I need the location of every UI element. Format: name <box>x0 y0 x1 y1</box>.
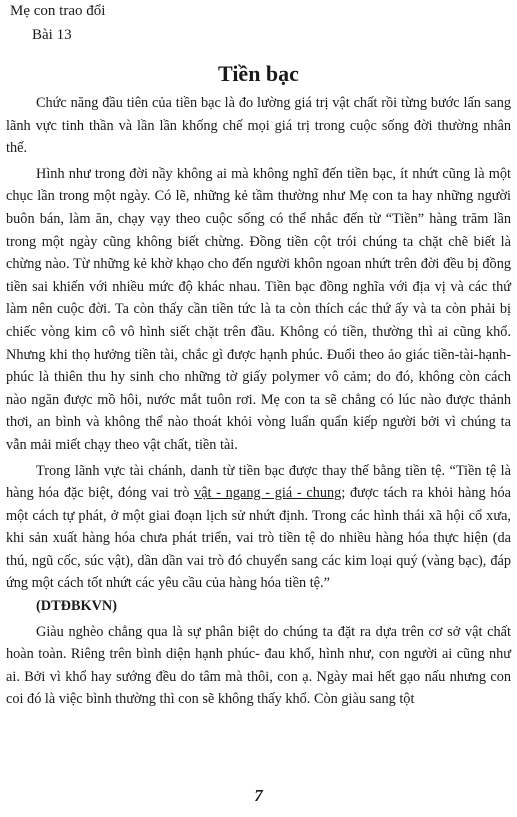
page-title: Tiền bạc <box>218 61 299 86</box>
lesson-number: Bài 13 <box>32 27 72 43</box>
quote-source: (DTĐBKVN) <box>36 598 118 615</box>
paragraph-3-text-end: ; được tách ra khỏi hàng hóa một cách tự phát, ở một giai đoạn lịch sử nhứt định. Trong các hình thái xã hội cổ xưa, khi sản xuất hàng hóa chưa phát triển, vai trò tiền tệ do nhiều hàng hóa thực hiện (da thú, ngũ cốc, súc vật), dần dần vai trò đó chuyển sang các kim loại quý (vàng bạc), đáp ứng một cách tốt nhứt các yêu cầu của hàng hóa tiền tệ.” <box>6 485 511 592</box>
series-title: Mẹ con trao đổi <box>10 3 106 19</box>
page-number: 7 <box>254 786 263 805</box>
paragraph-3 <box>6 460 511 596</box>
paragraph-1: Chức năng đầu tiên của tiền bạc là đo lường giá trị vật chất rồi từng bước lấn sang lãnh vực tinh thần và lần lần khống chế mọi giá trị trong cuộc sống đời thường nhân thế. <box>6 95 511 157</box>
body-text <box>6 92 511 714</box>
underlined-term: vật - ngang - giá - chung <box>194 485 342 502</box>
paragraph-3-text-start: Trong lãnh vực tài chánh, danh từ tiền bạc được thay thế bằng tiền tệ. “Tiền tệ là hàng hóa đặc biệt, đóng vai trò <box>6 462 511 502</box>
paragraph-2: Hình như trong đời nầy không ai mà không nghĩ đến tiền bạc, ít nhứt cũng là một chục lần trong một ngày. Có lẽ, những kẻ tầm thường như Mẹ con ta hay những người buôn bán, làm ăn, chạy vạy theo cuộc sống có thể nhắc đến từ “Tiền” hàng trăm lần trong một ngày cũng không biết chừng. Đồng tiền cột trói chúng ta chặt chẽ biết là chừng nào. Từ những kẻ khờ khạo cho đến người khôn ngoan nhứt trên đời đều bị đồng tiền sai khiến với nhiều mức độ khác nhau. Tiền bạc đồng nghĩa với địa vị và các thứ làm nên cuộc đời. Ta còn thấy cần tiền tức là ta còn thích các thứ ấy và ta còn phải bị chiếc vòng kim cô vô hình siết chặt trên đầu. Không có tiền, thường thì ai cũng khổ. Nhưng khi thọ hưởng tiền tài, chắc gì được hạnh phúc. Đuổi theo ảo giác tiền-tài-hạnh-phúc là thiên thu hy sinh cho những tờ giấy polymer vô cảm; do đó, không còn cách nào ngăn được mồ hôi, nước mắt tuôn rơi. Mẹ con ta sẽ chẳng có lúc nào được thảnh thơi, an bình và không thể nào thoát khỏi vòng luẩn quẩn kiếp người bởi vì chúng ta vẫn mải miết chạy theo vật chất, tiền tài. <box>6 165 511 453</box>
paragraph-4: Giàu nghèo chẳng qua là sự phân biệt do chúng ta đặt ra dựa trên cơ sở vật chất hoàn toàn. Riêng trên bình diện hạnh phúc- đau khổ, hình như, con người ai cũng như ai. Bởi vì khổ hay sướng đều do tâm mà thôi, con ạ. Ngày mai hết gạo nấu nhưng con coi đó là việc bình thường thì con sẽ không thấy khổ. Còn giàu sang tột <box>6 623 511 708</box>
